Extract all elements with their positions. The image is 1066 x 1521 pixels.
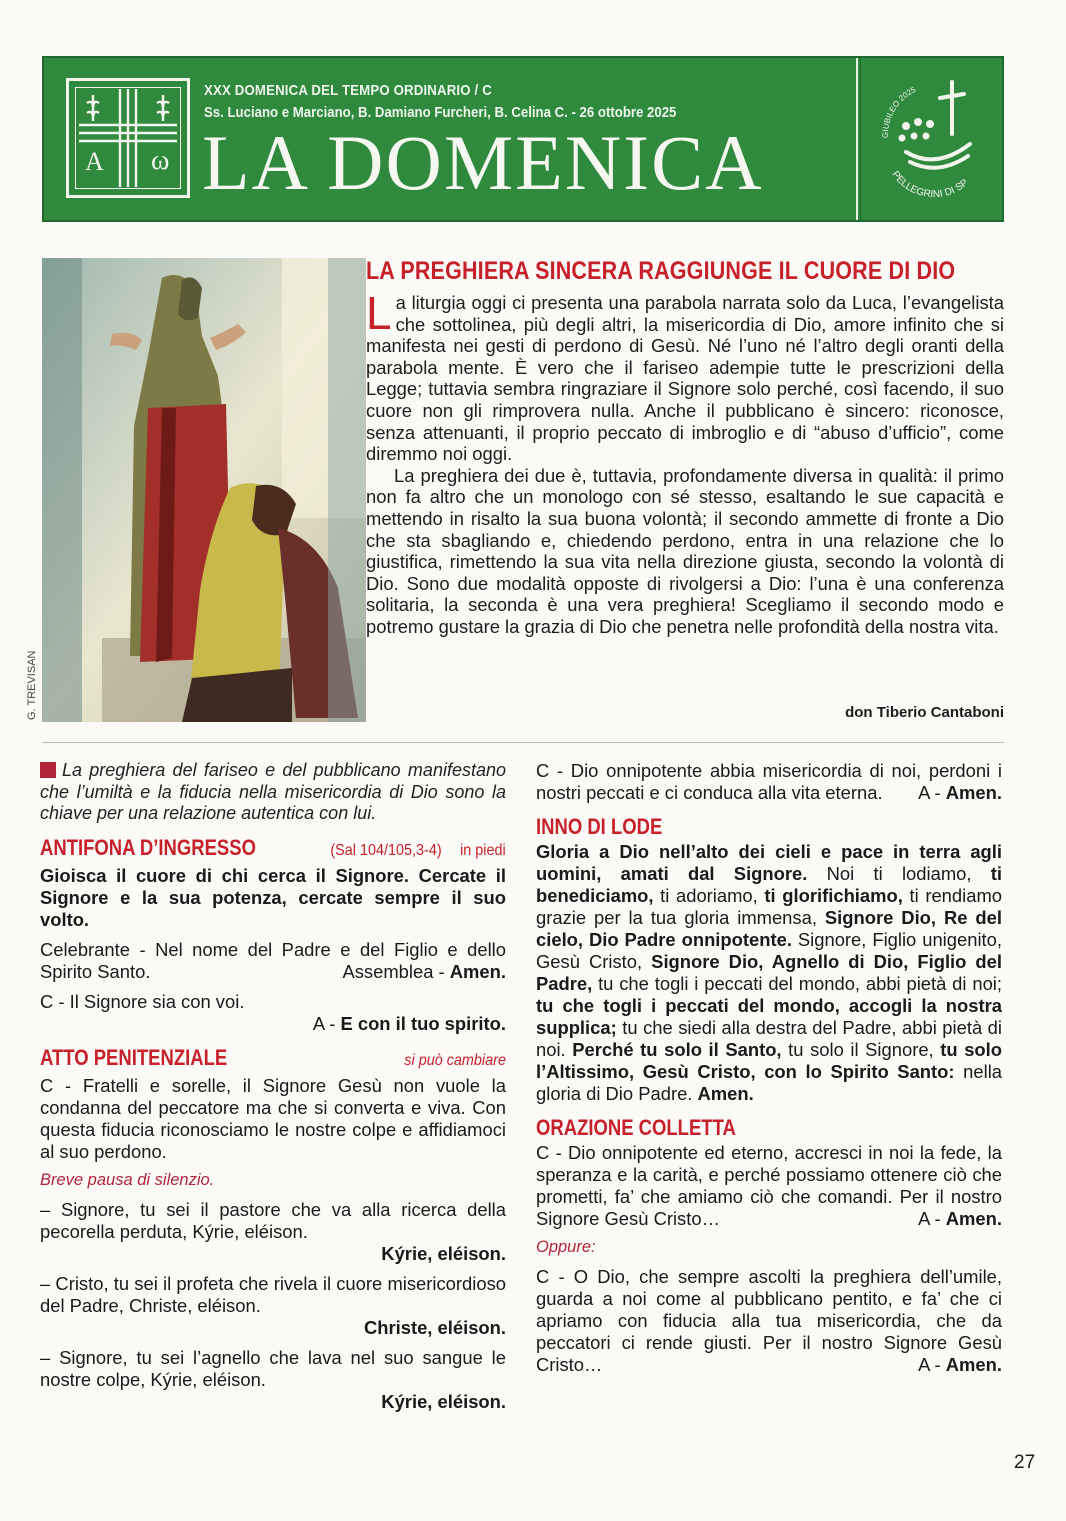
gloria-text: Gloria a Dio nell’alto dei cieli e pace in terra agli uomini, amati dal Signore. Noi ti lodiamo, ti benediciamo, ti adoriamo, ti glorifichiamo, ti rendiamo grazie per la tua gloria immensa, Signore Dio, Re del cielo, Dio Padre onnipotente. Signore, Figlio unigenito, Gesù Cristo, Signore Dio, Agnello di Dio, Figlio del Padre, tu che togli i peccati del mondo, abbi pietà di noi; tu che togli i peccati del mondo, accogli la nostra supplica; tu che siedi alla destra del Padre, abbi pietà di noi. Perché tu solo il Santo, tu solo il Signore, tu solo l’Altissimo, Gesù Cristo, con lo Spirito Santo: nella gloria di Dio Padre. Amen. (536, 841, 1003, 1104)
response-3: Kýrie, eléison. (381, 1390, 506, 1412)
assembly-response: A - E con il tuo spirito. (312, 1012, 506, 1034)
jubilee-logo-icon (866, 64, 1004, 214)
section-title: ORAZIONE COLLETTA (536, 1115, 736, 1140)
invocation-3: – Signore, tu sei l’agnello che lava nel suo sangue le nostre colpe, Kýrie, eléison. (40, 1346, 506, 1390)
rubric-note: si può cambiare (404, 1051, 506, 1069)
antifona-header (40, 834, 506, 862)
article-paragraph-2: La preghiera dei due è, tuttavia, profondamente diversa in qualità: il primo non fa altro che un monologo con sé stesso, esaltando le sue capacità e mettendo in risalto la sua buona volontà; il secondo ammette di fronte a Dio che sta sbagliando e, chiedendo perdono, entra in una relazione che lo giustifica, rimettendo la sua vita nella direzione giusta, secondo la volontà di Dio. Sono due modalità opposte di rivolgersi a Dio: l’una è una conferenza solitaria, la seconda è una vera preghiera! Scegliamo il secondo modo e potremo gustare la grazia di Dio che penetra nelle profondità della nostra vita. (366, 464, 1004, 637)
article-body (366, 287, 1004, 638)
article-paragraph-1: La liturgia oggi ci presenta una parabola narrata solo da Luca, l’evangelista che sottolinea, più degli altri, la misericordia di Dio, amore infinito che si manifesta nei gesti di perdono di Gesù. Né l’uno né l’altro degli oranti della parabola mente. È vero che il fariseo adempie tutte le prescrizioni della Legge; tuttavia sembra ringraziare il Signore solo perché, così facendo, il suo cuore non gli rimprovera nulla. Anche il pubblicano è sincero: riconosce, senza attenuanti, il proprio peccato di imbroglio e di “abuso d’ufficio”, come diremmo noi oggi. (366, 287, 1004, 465)
section-title: ANTIFONA D’INGRESSO (40, 834, 256, 860)
collect-prayer-1: C - Dio onnipotente ed eterno, accresci in noi la fede, la speranza e la carità, e perché possiamo ottenere ciò che prometti, fa’ che amiamo ciò che comandi. Per il nostro Signore Gesù Cristo… A - Amen. (536, 1142, 1002, 1229)
saints-date-line: Ss. Luciano e Marciano, B. Damiano Furcheri, B. Celina C. - 26 ottobre 2025 (204, 104, 677, 121)
section-divider (42, 742, 1004, 743)
illustration-caption: La preghiera del fariseo e del pubblicano manifestano che l’umiltà e la fiducia nella misericordia di Dio sono la chiave per una relazione autentica con lui. (40, 760, 506, 823)
publication-title: LA DOMENICA (202, 119, 764, 206)
section-title: INNO DI LODE (536, 814, 663, 839)
colletta-header (536, 1117, 1002, 1139)
celebrant-greeting: C - Il Signore sia con voi. (40, 990, 245, 1012)
response-1: Kýrie, eléison. (381, 1242, 506, 1264)
alpha-letter: A (85, 147, 104, 176)
inno-header (536, 816, 1002, 838)
posture-note: in piedi (460, 841, 506, 859)
opening-sign-of-cross: Celebrante - Nel nome del Padre e del Figlio e dello Spirito Santo. Assemblea - Amen. (40, 938, 506, 982)
antifona-text: Gioisca il cuore di chi cerca il Signore. Cercate il Signore e la sua potenza, cercate sempre il suo volto. (40, 864, 506, 930)
jubilee-bottom-text: PELLEGRINI DI SP (889, 169, 971, 201)
masthead (42, 56, 1004, 222)
caption-bullet-icon (40, 762, 56, 778)
absolution: C - Dio onnipotente abbia misericordia di noi, perdoni i nostri peccati e ci conduca alla vita eterna. A - Amen. (536, 760, 1002, 803)
oppure-rubric: Oppure: (536, 1238, 596, 1256)
article-author: don Tiberio Cantaboni (845, 704, 1004, 721)
silence-rubric: Breve pausa di silenzio. (40, 1170, 215, 1189)
invocation-2: – Cristo, tu sei il profeta che rivela il cuore misericordioso del Padre, Christe, eléison. (40, 1272, 506, 1316)
page-number: 27 (1014, 1452, 1036, 1473)
parable-illustration (42, 258, 366, 722)
illustration-credit: G. TREVISAN (26, 650, 38, 720)
cross-emblem-icon (66, 78, 190, 198)
psalm-reference: (Sal 104/105,3-4) (330, 841, 442, 859)
jubilee-top-text: GIUBILEO 2025 (880, 85, 918, 139)
article-headline: LA PREGHIERA SINCERA RAGGIUNGE IL CUORE DI DIO (366, 257, 956, 285)
invocation-1: – Signore, tu sei il pastore che va alla ricerca della pecorella perduta, Kýrie, eléison. (40, 1198, 506, 1242)
liturgical-sunday: XXX DOMENICA DEL TEMPO ORDINARIO / C (204, 82, 492, 99)
omega-letter: ω (151, 145, 170, 176)
atto-header (40, 1044, 506, 1072)
collect-prayer-2: C - O Dio, che sempre ascolti la preghiera dell’umile, guarda a noi come al pubblicano pentito, e fa’ che ci apriamo con fiducia alla tua misericordia, che da peccatori ci rende giusti. Per il nostro Signore Gesù Cristo… A - Amen. (536, 1266, 1002, 1375)
penitential-intro: C - Fratelli e sorelle, il Signore Gesù non vuole la condanna del peccatore ma che si converta e viva. Con questa fiducia riconosciamo le nostre colpe e affidiamoci al suo perdono. (40, 1074, 506, 1162)
right-column (536, 760, 1002, 1376)
drop-cap: L (366, 287, 392, 339)
section-title: ATTO PENITENZIALE (40, 1044, 228, 1070)
left-column (40, 760, 506, 1413)
response-2: Christe, eléison. (363, 1316, 506, 1338)
